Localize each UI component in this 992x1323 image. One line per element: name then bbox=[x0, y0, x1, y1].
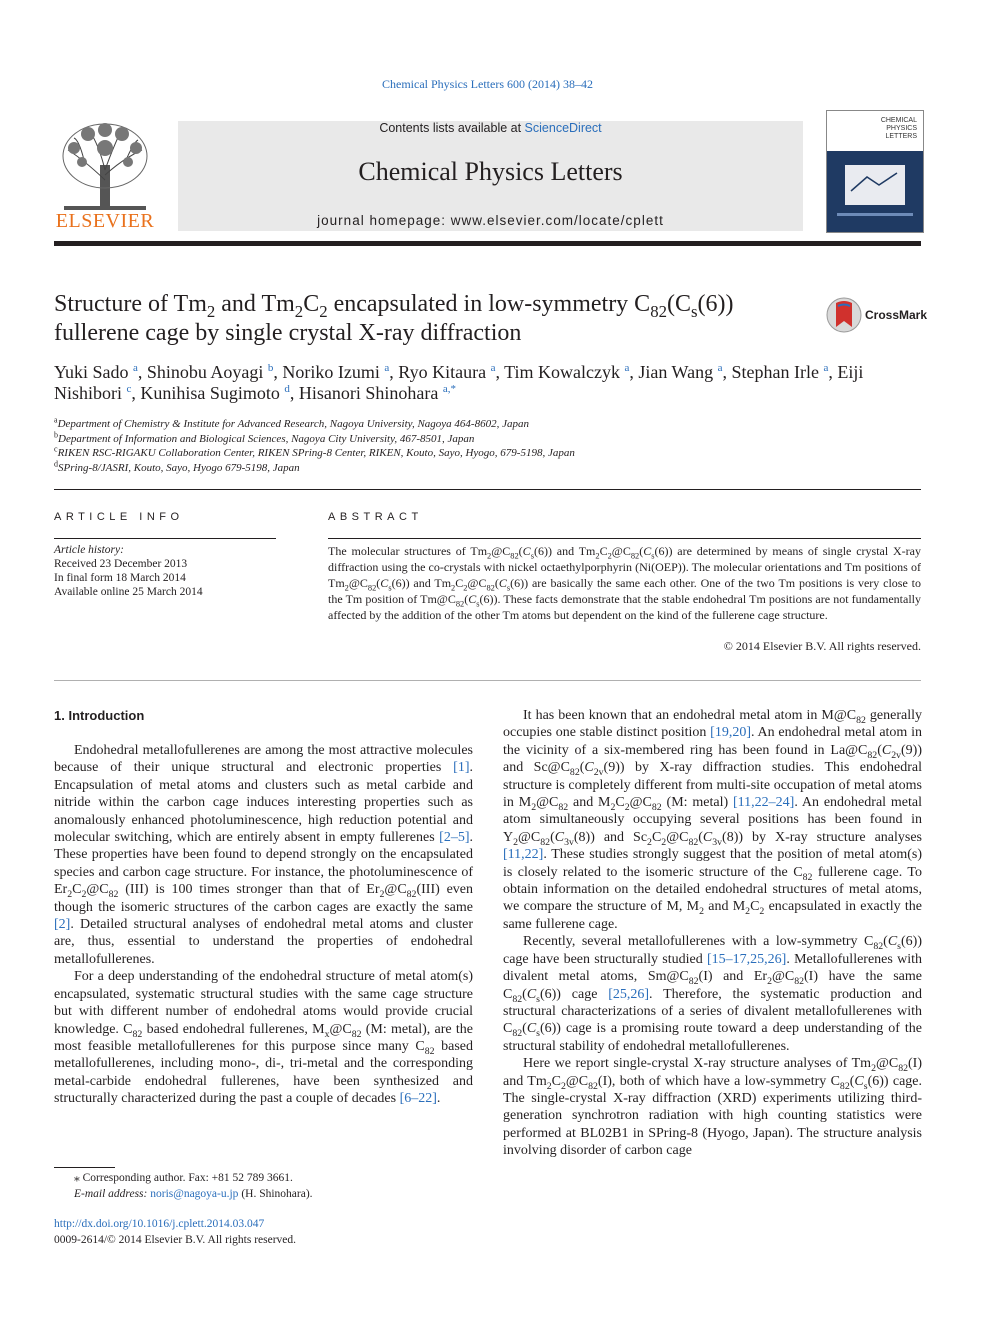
citation-link[interactable]: [15–17,25,26] bbox=[707, 951, 787, 967]
doi-block bbox=[54, 1216, 296, 1248]
affiliation-a: $^a$Department of Chemistry & Institute for Advanced Research, Nagoya University, Nagoya 464-8602, Japan bbox=[54, 415, 529, 430]
contents-line: Contents lists available at ScienceDirect bbox=[379, 121, 602, 135]
citation-link[interactable]: [1] bbox=[453, 760, 470, 776]
paragraph: It has been known that an endohedral metal atom in $M@C_{82}$ generally occupies one stable distinct position [19,20]. An endohedral metal atom in the vicinity of a six-membered ring has been found in $La@C_{82}(C_{2v}(9))$ and $Sc@C_{82}(C_{2v}(9))$ by X-ray diffraction studies. This endohedral structure is completely different from multi-site occupation of metal atoms in $M_2@C_{82}$ and $M_2C_2@C_{82}$ (M: metal) [11,22–24]. An endohedral metal atom simultaneously occupying several positions has been found in $Y_2@C_{82}(C_{3v}(8))$ and $Sc_2C_2@C_{82}(C_{3v}(8))$ by X-ray structure analyses [11,22]. These studies strongly suggest that the position of metal atom(s) is closely related to the isomeric structure of the $C_{82}$ fullerene cage. To obtain information on the detailed endohedral structures of metal atoms, we compare the structure of M, $M_2$ and $M_2C_2$ encapsulated in exactly the same fullerene cage. bbox=[503, 708, 923, 932]
divider bbox=[328, 538, 921, 539]
journal-cover-thumbnail bbox=[826, 110, 924, 233]
divider bbox=[54, 489, 921, 490]
paragraph: Recently, several metallofullerenes with a low-symmetry $C_{82}(C_s(6))$ cage have been structurally studied [15–17,25,26]. Metallofullerenes with divalent metal atoms, $Sm@C_{82}(I)$ and $Er_2@C_{82}(I)$ have the same $C_{82}(C_s(6))$ cage [25,26]. Therefore, the systematic production and structural characterizations of a series of divalent metallofullerenes with $C_{82}(C_s(6))$ cage is a promising route toward a deep understanding of the structural stability of endohedral metallofullerenes. bbox=[503, 934, 922, 1054]
issn-line: 0009-2614/© 2014 Elsevier B.V. All rights reserved. bbox=[54, 1234, 297, 1246]
citation-link[interactable]: [2] bbox=[54, 917, 71, 933]
citation-link[interactable]: [25,26] bbox=[608, 986, 650, 1002]
cover-band bbox=[827, 151, 923, 232]
elsevier-wordmark: ELSEVIER bbox=[55, 210, 155, 232]
final-form-date: In final form 18 March 2014 bbox=[54, 572, 186, 584]
paragraph: For a deep understanding of the endohedral structure of metal atom(s) encapsulated, systematic structural studies with the same cage structure but with different number of endohedral atoms would provide crucial knowledge. $C_{82}$ based endohedral fullerenes, $M_x@C_{82}$ (M: metal), are the most feasible metallofullerenes for this purpose since many $C_{82}$ based metallofullerenes, including mono-, di-, tri-metal and the corresponding metal-carbide endohedral fullerenes, have been synthesized and structurally characterized during the past a couple of decades [6–22]. bbox=[54, 969, 474, 1107]
article-title: Structure of $Tm_2$ and $Tm_2C_2$ encapsulated in low-symmetry $C_{82}(C_s(6))$ fullerene cage by single crystal X-ray diffraction bbox=[54, 291, 734, 346]
divider bbox=[54, 680, 921, 681]
body-column-right bbox=[503, 707, 922, 1160]
journal-homepage[interactable]: journal homepage: www.elsevier.com/locate/cplett bbox=[317, 213, 664, 228]
article-info-heading: ARTICLE INFO bbox=[54, 511, 184, 523]
history-label: Article history: bbox=[54, 544, 124, 556]
article-history bbox=[54, 543, 284, 599]
abstract-heading: ABSTRACT bbox=[328, 511, 423, 523]
received-date: Received 23 December 2013 bbox=[54, 558, 188, 570]
doi-link[interactable]: http://dx.doi.org/10.1016/j.cplett.2014.03.047 bbox=[54, 1218, 265, 1230]
footnote bbox=[54, 1170, 473, 1202]
section-heading-introduction: 1. Introduction bbox=[54, 708, 145, 723]
citation-link[interactable]: [6–22] bbox=[399, 1091, 437, 1107]
paragraph: Endohedral metallofullerenes are among the most attractive molecules because of their unique structural and electronic properties [1]. Encapsulation of metal atoms and clusters such as metal carbide and nitride within the carbon cage induces interesting properties such as anomalously enhanced photoluminescence, high reduction potential and molecular switching, which are entirely absent in empty fullerenes [2–5]. These properties have been found to depend strongly on the encapsulated species and carbon cage structure. For instance, the photoluminescence of $Er_2C_2@C_{82}$ (III) is 100 times stronger than that of $Er_2@C_{82}(III)$ even though the isomeric structures of the carbon cages are exactly the same [2]. Detailed structural analyses of endohedral metal atoms and cluster are, thus, essential to understand the properties of endohedral metallofullerenes. bbox=[54, 743, 473, 967]
citation-link[interactable]: [11,22–24] bbox=[733, 795, 795, 811]
sciencedirect-link[interactable]: ScienceDirect bbox=[524, 121, 602, 135]
affiliation-d: $^d$SPring-8/JASRI, Kouto, Sayo, Hyogo 679-5198, Japan bbox=[54, 458, 300, 474]
cover-title: CHEMICAL PHYSICS LETTERS bbox=[880, 117, 917, 140]
abstract-copyright: © 2014 Elsevier B.V. All rights reserved. bbox=[723, 639, 921, 653]
divider bbox=[54, 538, 276, 539]
abstract-body: The molecular structures of $Tm_2@C_{82}(C_s(6))$ and $Tm_2C_2@C_{82}(C_s(6))$ are determined by means of single crystal X-ray diffraction using the co-crystals with nickel octaethylporphyrin (Ni(OEP)). The molecular orientations and Tm positions of $Tm_2@C_{82}(C_s(6))$ and $Tm_2C_2@C_{82}(C_s(6))$ are basically the same each other. One of the two Tm positions is very close to the Tm position of $Tm@C_{82}(C_s(6))$. These facts demonstrate that the stable endohedral Tm positions are not fundamentally affected by the addition of the other Tm atoms but dependent on the kind of the fullerene cage structure. bbox=[328, 544, 922, 622]
corresponding-author: ⁎ Corresponding author. Fax: +81 52 789 3661. bbox=[74, 1172, 293, 1184]
email-line: E-mail address: noris@nagoya-u.jp (H. Shinohara). bbox=[74, 1188, 313, 1200]
journal-reference[interactable]: Chemical Physics Letters 600 (2014) 38–42 bbox=[382, 77, 593, 91]
footnote-rule bbox=[54, 1167, 115, 1168]
crossmark-label[interactable]: CrossMark bbox=[865, 308, 928, 322]
header-rule bbox=[54, 241, 921, 246]
affiliation-c: $^c$RIKEN RSC-RIGAKU Collaboration Center, RIKEN SPring-8 Center, RIKEN, Kouto, Sayo, Hyogo, 679-5198, Japan bbox=[54, 444, 575, 459]
journal-title: Chemical Physics Letters bbox=[358, 157, 623, 186]
citation-link[interactable]: [2–5] bbox=[439, 830, 470, 846]
citation-link[interactable]: [19,20] bbox=[710, 725, 751, 741]
email-link[interactable]: noris@nagoya-u.jp bbox=[150, 1188, 239, 1200]
online-date: Available online 25 March 2014 bbox=[54, 586, 203, 598]
author-list: Yuki Sado $^a$, Shinobu Aoyagi $^b$, Noriko Izumi $^a$, Ryo Kitaura $^a$, Tim Kowalczyk $^a$, Jian Wang $^a$, Stephan Irle $^a$, Eiji Nishibori $^c$, Kunihisa Sugimoto $^d$, Hisanori Shinohara $^{a,*}$ bbox=[54, 362, 864, 403]
paragraph: Here we report single-crystal X-ray structure analyses of $Tm_2@C_{82}(I)$ and $Tm_2C_2@C_{82}(I)$, both of which have a low-symmetry $C_{82}(C_s(6))$ cage. The single-crystal X-ray diffraction (XRD) experiments utilizing third-generation synchrotron radiation with high counting statistics were performed at BL02B1 in SPring-8 (Hyogo, Japan). The structure analysis involving disorder of carbon cage bbox=[503, 1056, 922, 1159]
affiliations bbox=[54, 417, 924, 475]
affiliation-b: $^b$Department of Information and Biological Sciences, Nagoya City University, 467-8501, Japan bbox=[54, 429, 475, 445]
citation-link[interactable]: [11,22] bbox=[503, 847, 544, 863]
body-column-left bbox=[54, 742, 473, 1108]
